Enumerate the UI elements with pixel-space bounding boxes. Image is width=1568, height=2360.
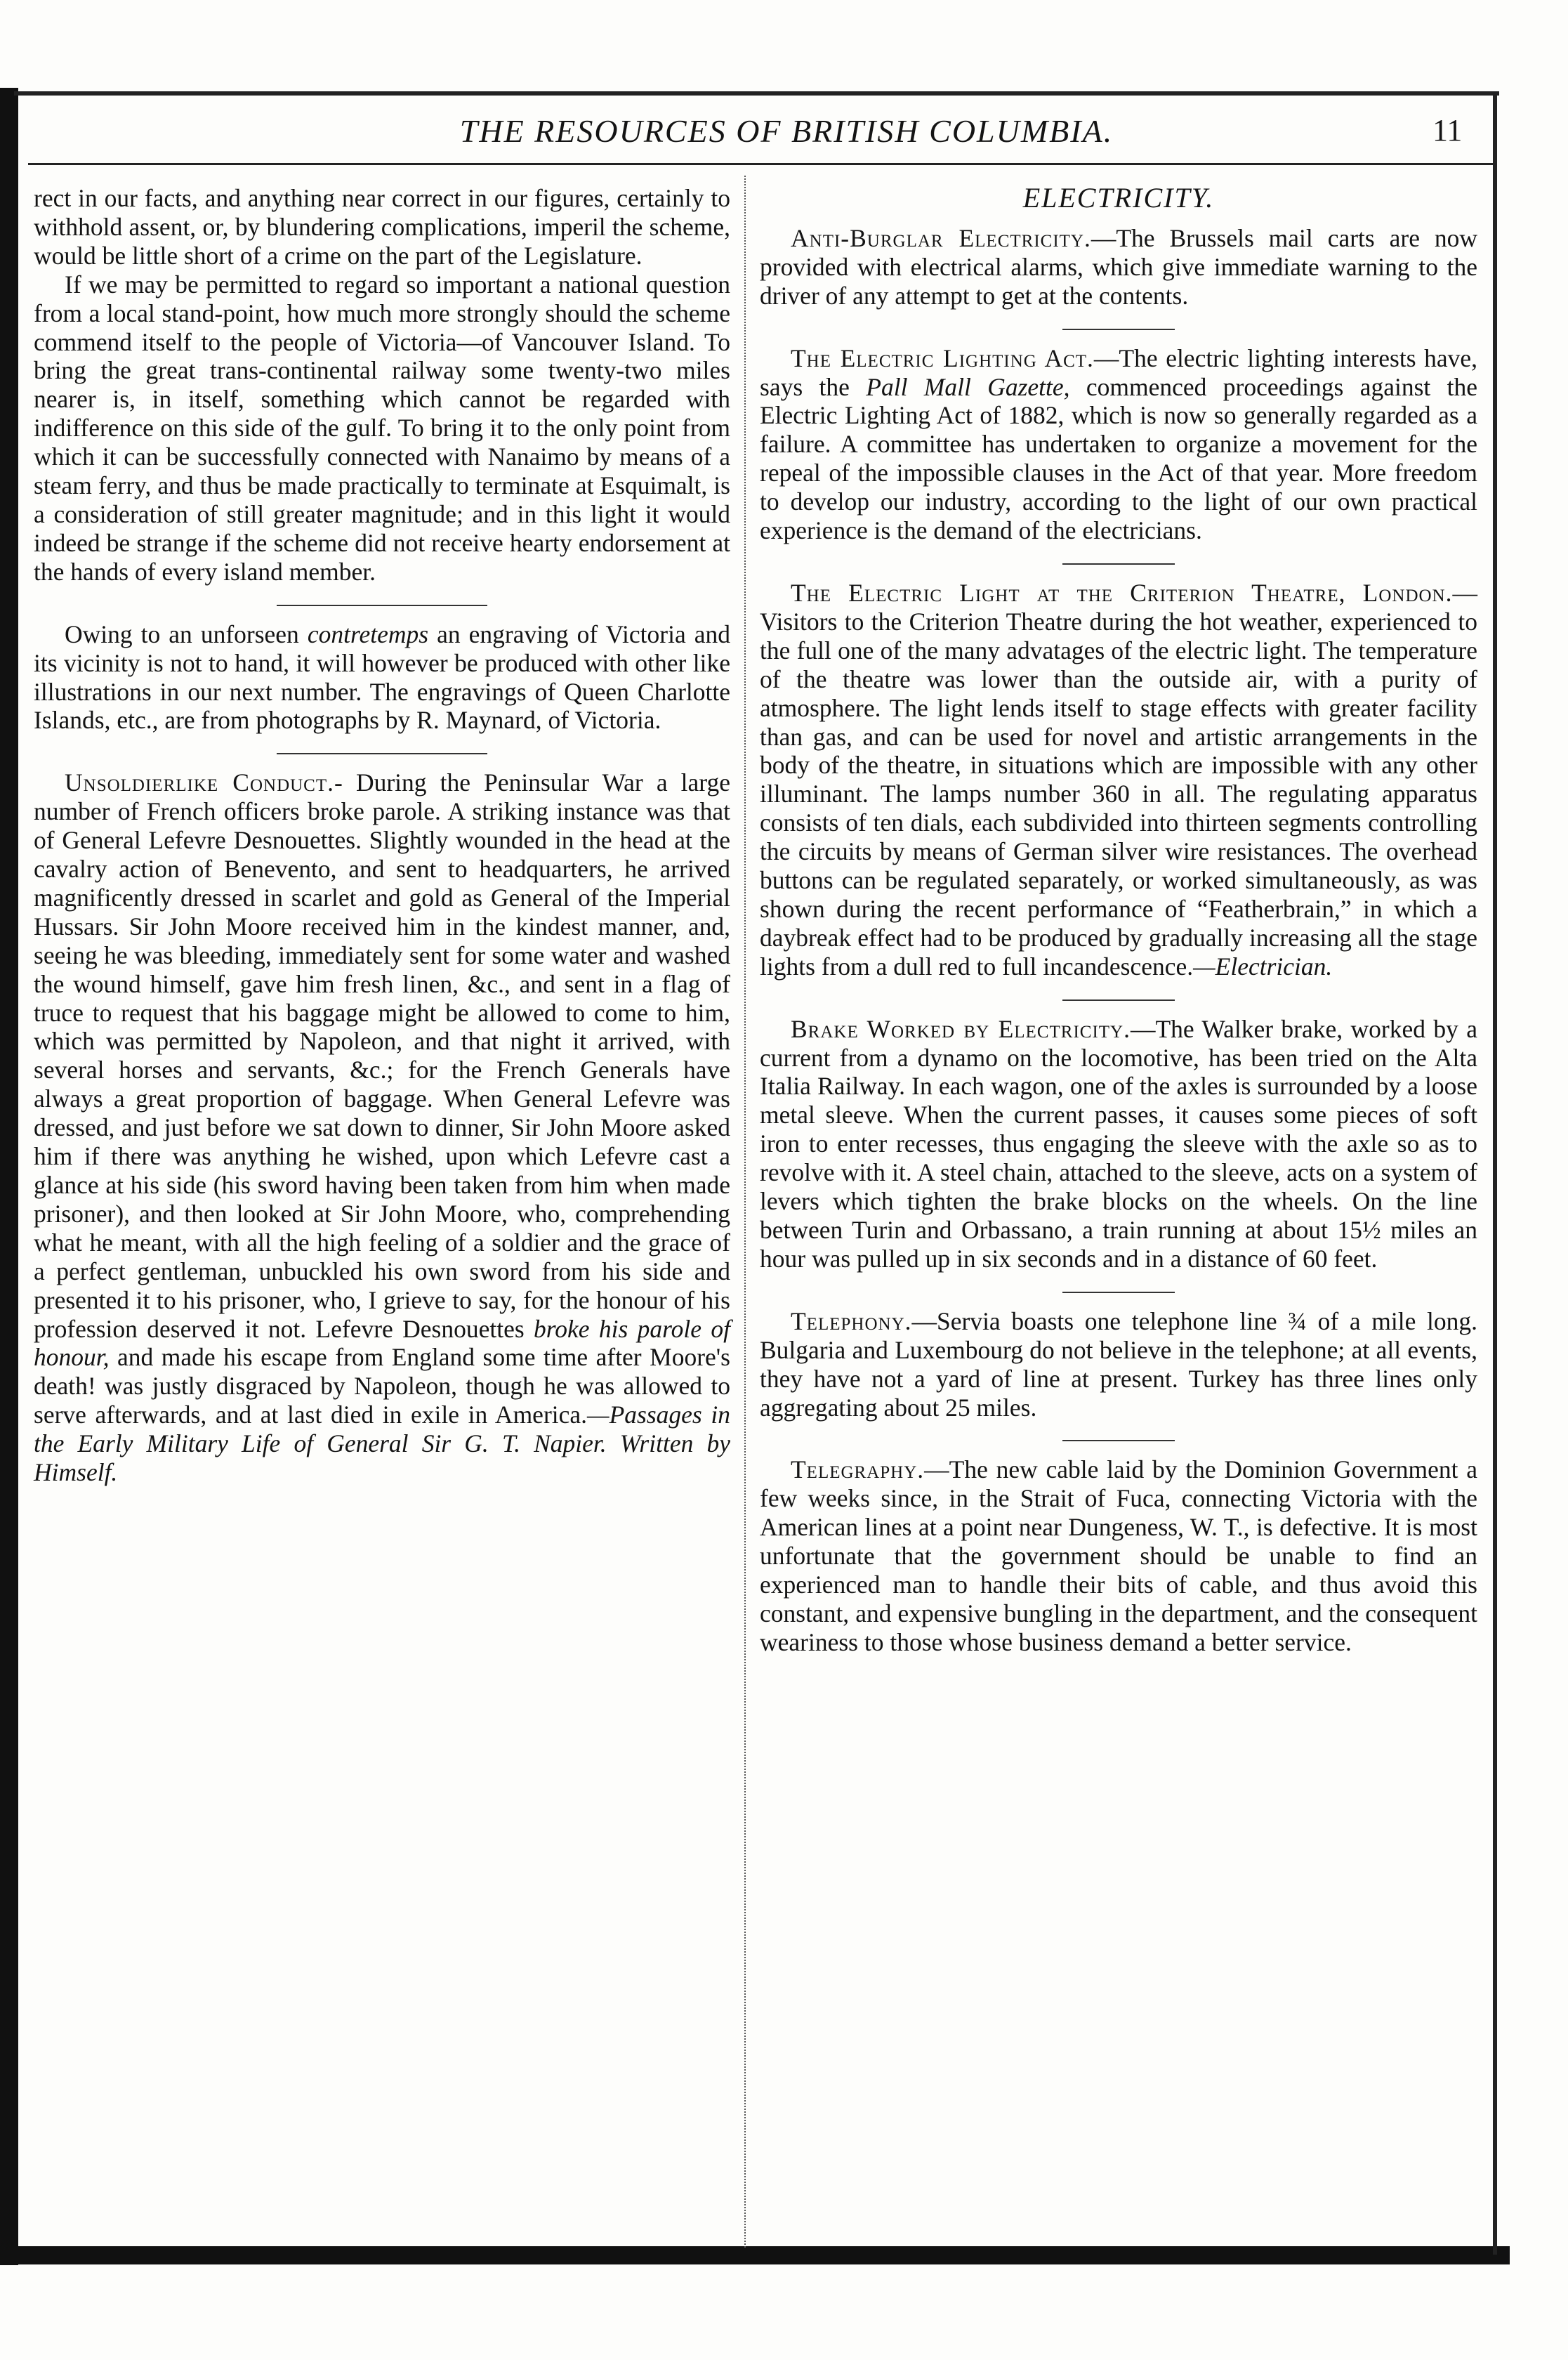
criterion-heading: The Electric Light at the Criterion Theatre, London.: [791, 578, 1453, 607]
lighting-act-heading: The Electric Lighting Act.: [791, 343, 1094, 372]
left-column: [34, 184, 730, 1487]
running-title: THE RESOURCES OF BRITISH COLUMBIA.: [459, 113, 1114, 149]
article-paragraph: If we may be permitted to regard so important a national question from a local stand-point, how much more strongly should the scheme commend itself to the people of Victoria—of Vancouver Island. To bring the great trans-continental railway some twenty-two miles nearer is, in itself, something which cannot be regarded with indifference on this side of the gulf. To bring it to the only point from which it can be successfully connected with Nanaimo by means of a steam ferry, and thus be made practically to terminate at Esquimalt, is a consideration of still greater magnitude; and in this light it would indeed be strange if the scheme did not receive hearty endorsement at the hands of every island member.: [34, 270, 730, 586]
lighting-act-body: —The electric lighting interests have, says the: [760, 343, 1477, 401]
article-continuation-paragraph: rect in our facts, and anything near correct in our figures, certainly to withhold assent, or, by blundering complications, imperil the scheme, would be little short of a crime on the part of the Legislature.: [34, 184, 730, 270]
conduct-italic-phrase: broke his parole of honour,: [34, 1314, 730, 1372]
conduct-source: —Passages in the Early Military Life of General Sir G. T. Napier. Written by Himself.: [34, 1401, 730, 1487]
column-title: ELECTRICITY.: [1022, 182, 1215, 214]
engraving-notice: [34, 620, 730, 735]
brake-item: [760, 1015, 1477, 1273]
newspaper-name: Pall Mall Gazette,: [866, 372, 1070, 401]
criterion-source: —Electrician.: [1193, 952, 1333, 981]
page-frame-top-rule: [14, 91, 1499, 96]
column-divider: [744, 176, 747, 2248]
notice-text-start: Owing to an unforseen: [65, 620, 299, 648]
telephony-body: —Servia boasts one telephone line ¾ of a mile long. Bulgaria and Luxembourg do not believe in the telephone; at all events, they have not a yard of line at present. Turkey has three lines only aggregating about 25 miles.: [760, 1306, 1477, 1422]
conduct-article: [34, 768, 730, 1487]
conduct-heading: Unsoldierlike Conduct.: [65, 768, 334, 797]
scan-border-bottom: [0, 2246, 1510, 2264]
telephony-item: [760, 1307, 1477, 1422]
page-frame-right-rule: [1493, 91, 1497, 2255]
telephony-heading: Telephony.: [791, 1306, 912, 1335]
item-separator: [1062, 999, 1175, 1001]
criterion-body: —Visitors to the Criterion Theatre during the hot weather, experienced to the full one of the many advatages of the electric light. The temperature of the theatre was lower than the outside air, with a purity of atmosphere. The light lends itself to stage effects with greater facility than gas, and can be used for novel and artistic arrangements in the body of the theatre, in situations which are impossible with any other illuminant. The lamps number 360 in all. The regulating apparatus consists of ten dials, each subdivided into thirteen segments controlling the circuits by means of German silver wire resistances. The overhead buttons can be regulated separately, or worked simultaneously, as was shown during the recent performance of “Featherbrain,” in which a daybreak effect had to be produced by gradually increasing all the stage lights from a dull red to full incandescence.: [760, 578, 1477, 981]
item-separator: [1062, 1440, 1175, 1441]
page-number: 11: [1432, 113, 1463, 148]
conduct-body-end: and made his escape from England some time after Moore's death! was justly disgraced by Napoleon, though he was allowed to serve afterwards, and at last died in exile in America.: [34, 1343, 730, 1429]
lighting-act-item: [760, 344, 1477, 545]
notice-text-end: an engraving of Victoria and its vicinity is not to hand, it will however be produced with other like illustrations in our next number. The engravings of Queen Charlotte Islands, etc., are from photographs by R. Maynard, of Victoria.: [34, 620, 731, 735]
item-separator: [1062, 329, 1175, 330]
scan-border-left: [0, 88, 18, 2265]
telegraphy-heading: Telegraphy.: [791, 1455, 925, 1484]
anti-burglar-body: —The Brussels mail carts are now provided with electrical alarms, which give immediate warning to the driver of any attempt to get at the contents.: [760, 223, 1477, 310]
anti-burglar-heading: Anti-Burglar Electricity.: [791, 223, 1091, 252]
notice-italic-word: contretemps: [307, 620, 429, 648]
anti-burglar-item: [760, 224, 1477, 310]
header-rule: [28, 163, 1496, 165]
telegraphy-item: [760, 1455, 1477, 1656]
item-separator: [1062, 1292, 1175, 1293]
criterion-item: [760, 579, 1477, 981]
conduct-body: - During the Peninsular War a large number of French officers broke parole. A striking instance was that of General Lefevre Desnouettes. Slightly wounded in the head at the cavalry action of Benevento, and sent to headquarters, he arrived magnificently dressed in scarlet and gold as General of the Imperial Hussars. Sir John Moore received him in the kindest manner, and, seeing he was bleeding, immediately sent for some water and washed the wound himself, gave him fresh linen, &c., and sent in a flag of truce to request that his baggage might be allowed to come to him, which was permitted by Napoleon, and that night it arrived, with several horses and servants, &c.; for the French Generals have always a great proportion of baggage. When General Lefevre was dressed, and just before we sat down to dinner, Sir John Moore asked him if there was anything he wished, upon which Lefevre cast a glance at his side (his sword having been taken from him when made prisoner), and then looked at Sir John Moore, who, comprehending what he meant, with all the high feeling of a soldier and the grace of a perfect gentleman, unbuckled his own sword from his side and presented it to his prisoner, who, I grieve to say, for the honour of his profession deserved it not. Lefevre Desnouettes: [34, 768, 730, 1343]
brake-heading: Brake Worked by Electricity.: [791, 1014, 1131, 1043]
brake-body: —The Walker brake, worked by a current from a dynamo on the locomotive, has been tried on the Alta Italia Railway. In each wagon, one of the axles is surrounded by a loose metal sleeve. When the current passes, it causes some pieces of soft iron to enter recesses, thus engaging the sleeve with the axle so as to revolve with it. A steel chain, attached to the sleeve, acts on a system of levers which tighten the brake blocks on the wheels. On the line between Turin and Orbassano, a train running at about 15½ miles an hour was pulled up in six seconds and in a distance of 60 feet.: [760, 1014, 1477, 1273]
section-separator: [277, 605, 487, 606]
lighting-act-body-end: commenced proceedings against the Electric Lighting Act of 1882, which is now so generally regarded as a failure. A committee has undertaken to organize a movement for the repeal of the impossible clauses in the Act of that year. More freedom to develop our industry, according to the light of our own practical experience is the demand of the electricians.: [760, 372, 1477, 545]
item-separator: [1062, 563, 1175, 565]
telegraphy-body: —The new cable laid by the Dominion Government a few weeks since, in the Strait of Fuca, connecting Victoria with the American lines at a point near Dungeness, W. T., is defective. It is most unfortunate that the government should be unable to find an experienced man to handle their bits of cable, and thus avoid this constant, and expensive bungling in the department, and the consequent weariness to those whose business demand a better service.: [760, 1455, 1477, 1656]
section-separator: [277, 753, 487, 754]
right-column: [760, 184, 1477, 1657]
